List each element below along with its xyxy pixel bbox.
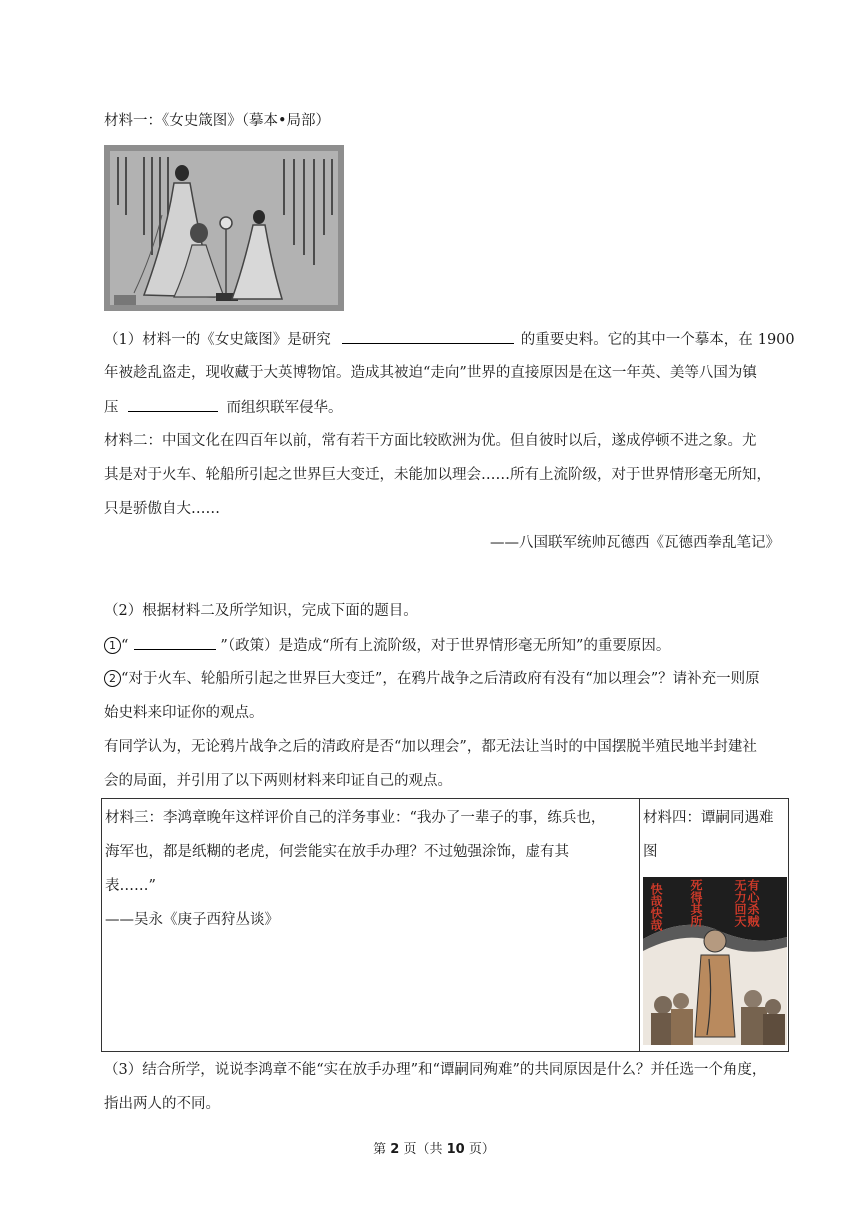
nushi-zhen-tu-painting [104, 145, 344, 311]
q2-sub1-open-quote: “ [121, 638, 129, 654]
q1-text-d: 而组织联军侵华。 [226, 400, 343, 416]
q2-sub2-line2: 始史料来印证你的观点。 [104, 705, 264, 721]
q3-line2: 指出两人的不同。 [104, 1096, 220, 1112]
material2-line3: 只是骄傲自大…… [104, 501, 220, 517]
q1-blank-topic[interactable] [342, 329, 514, 344]
q1-line1 [104, 329, 795, 350]
material4-line1: 材料四：谭嗣同遇难 [643, 810, 774, 826]
circled-number-2: 2 [104, 670, 121, 687]
material1-heading: 材料一：《女史箴图》（摹本•局部） [104, 113, 331, 129]
q2-sub2-line1 [104, 669, 760, 689]
poster-slogan-right: 有心杀贼无力回天 [733, 879, 760, 927]
material3-line3: 表……” [105, 878, 156, 894]
footer-suffix: 页） [468, 1142, 495, 1157]
material2-line2: 其是对于火车、轮船所引起之世界巨大变迁，未能加以理会……所有上流阶级，对于世界情形毫无所知， [104, 467, 771, 483]
q2-sub2-text: “对于火车、轮船所引起之世界巨大变迁”，在鸦片战争之后清政府有没有“加以理会”？请补充一则原 [121, 671, 760, 687]
q1-year: 1900 [757, 332, 795, 348]
poster-illustration [643, 877, 787, 1045]
material3-line2: 海军也，都是纸糊的老虎，何尝能实在放手办理？不过勉强涂饰，虚有其 [105, 844, 569, 860]
footer-mid: 页（共 [403, 1142, 443, 1157]
q2-para-line1: 有同学认为，无论鸦片战争之后的清政府是否“加以理会”，都无法让当时的中国摆脱半殖民地半封建社 [104, 739, 757, 755]
material3-line1: 材料三：李鸿章晚年这样评价自己的洋务事业：“我办了一辈子的事，练兵也， [105, 810, 606, 826]
material2-source: ——八国联军统帅瓦德西《瓦德西拳乱笔记》 [490, 535, 780, 551]
footer-page-number: 2 [390, 1142, 400, 1157]
q2-intro: （2）根据材料二及所学知识，完成下面的题目。 [104, 603, 418, 619]
q2-para-line2: 会的局面，并引用了以下两则材料来印证自己的观点。 [104, 773, 452, 789]
materials-table [101, 798, 789, 1052]
material2-line1: 材料二：中国文化在四百年以前，常有若干方面比较欧洲为优。但自彼时以后，遂成停顿不进之象。尤 [104, 433, 757, 449]
circled-number-1: 1 [104, 637, 121, 654]
q1-blank-event[interactable] [128, 397, 218, 412]
tan-sitong-poster [643, 877, 787, 1045]
painting-illustration [104, 145, 344, 311]
material3-source: ——吴永《庚子西狩丛谈》 [105, 912, 279, 928]
footer-prefix: 第 [373, 1142, 387, 1157]
q2-blank-policy[interactable] [134, 635, 216, 650]
q1-line2: 年被趁乱盗走，现收藏于大英博物馆。造成其被迫“走向”世界的直接原因是在这一年英、美等八国为镇 [104, 365, 757, 381]
poster-slogan-mid: 死得其所 [689, 879, 703, 927]
page-footer [0, 1138, 868, 1157]
footer-total-pages: 10 [446, 1142, 465, 1157]
poster-slogan-left: 快哉快哉 [649, 883, 663, 931]
q2-sub1 [104, 635, 670, 656]
q2-sub1-text: ”（政策）是造成“所有上流阶级，对于世界情形毫无所知”的重要原因。 [220, 638, 671, 654]
q1-text-a: （1）材料一的《女史箴图》是研究 [104, 332, 331, 348]
material4-line2: 图 [643, 844, 658, 860]
q1-line3 [104, 397, 343, 418]
q1-text-c: 压 [104, 400, 119, 416]
q3-line1: （3）结合所学，说说李鸿章不能“实在放手办理”和“谭嗣同殉难”的共同原因是什么？并任选一个角度， [104, 1062, 767, 1078]
table-divider [639, 799, 640, 1051]
q1-text-b: 的重要史料。它的其中一个摹本，在 [520, 332, 753, 348]
